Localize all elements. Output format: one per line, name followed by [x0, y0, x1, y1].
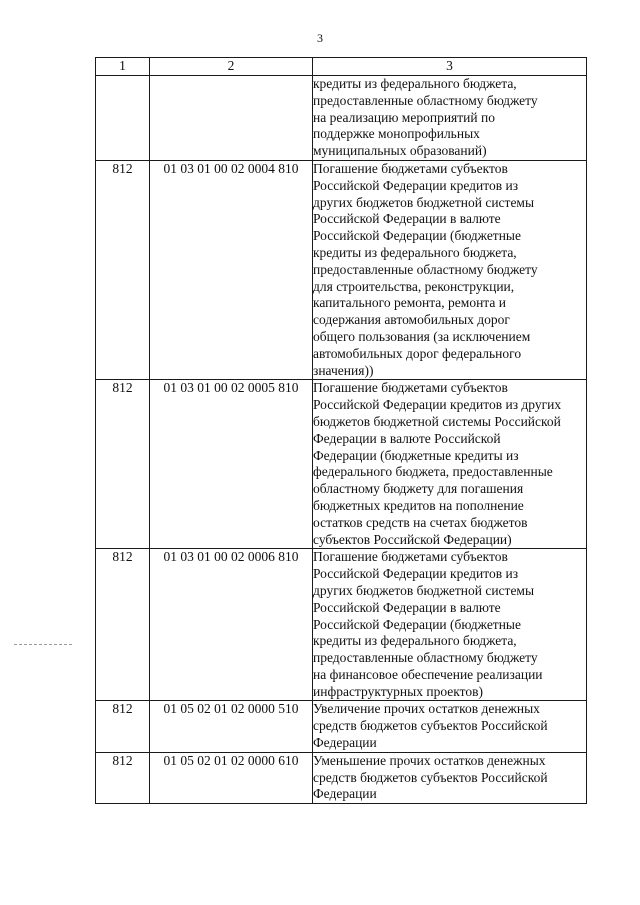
description-line: Российской Федерации (бюджетные [313, 228, 521, 244]
budget-code-cell: 01 03 01 00 02 0006 810 [150, 549, 313, 701]
description-line: средств бюджетов субъектов Российской [313, 769, 548, 785]
description-line: предоставленные областному бюджету [313, 92, 538, 108]
description-line: Российской Федерации кредитов из [313, 177, 519, 193]
description-line: Федерации [313, 786, 377, 802]
description-line: Российской Федерации в валюте [313, 211, 501, 227]
header-col-1: 1 [96, 58, 150, 76]
description-line: Российской Федерации кредитов из [313, 566, 519, 582]
description-line: областному бюджету для погашения [313, 481, 524, 497]
description-line: Федерации [313, 735, 377, 751]
description-line: инфраструктурных проектов) [313, 683, 483, 699]
description-line: кредиты из федерального бюджета, [313, 633, 517, 649]
description-line: общего пользования (за исключением [313, 328, 531, 344]
table-row [96, 380, 587, 549]
description-line: субъектов Российской Федерации) [313, 531, 512, 547]
admin-code-cell [96, 76, 150, 161]
table-row [96, 549, 587, 701]
table-row [96, 701, 587, 752]
description-line: поддержке монопрофильных [313, 126, 480, 142]
description-cell [313, 701, 587, 752]
description-line: значения)) [313, 362, 374, 378]
budget-code-cell: 01 03 01 00 02 0004 810 [150, 160, 313, 379]
description-line: Федерации в валюте Российской [313, 430, 501, 446]
description-line: капитального ремонта, ремонта и [313, 295, 506, 311]
description-line: на реализацию мероприятий по [313, 109, 495, 125]
description-line: Федерации (бюджетные кредиты из [313, 447, 519, 463]
description-line: бюджетов бюджетной системы Российской [313, 413, 561, 429]
description-line: бюджетных кредитов на пополнение [313, 497, 524, 513]
description-cell [313, 76, 587, 161]
description-line: муниципальных образований) [313, 143, 487, 159]
table-row [96, 76, 587, 161]
description-line: на финансовое обеспечение реализации [313, 666, 543, 682]
admin-code-cell: 812 [96, 752, 150, 803]
description-line: Российской Федерации (бюджетные [313, 616, 521, 632]
description-line: кредиты из федерального бюджета, [313, 244, 517, 260]
description-cell [313, 380, 587, 549]
description-line: средств бюджетов субъектов Российской [313, 718, 548, 734]
description-line: Российской Федерации кредитов из других [313, 397, 562, 413]
table-header-row [96, 58, 587, 76]
budget-code-cell: 01 05 02 01 02 0000 610 [150, 752, 313, 803]
description-line: Увеличение прочих остатков денежных [313, 701, 540, 717]
table-row [96, 160, 587, 379]
header-col-3: 3 [313, 58, 587, 76]
description-line: для строительства, реконструкции, [313, 278, 515, 294]
description-line: предоставленные областному бюджету [313, 650, 538, 666]
table-row [96, 752, 587, 803]
description-line: Погашение бюджетами субъектов [313, 380, 508, 396]
description-line: автомобильных дорог федерального [313, 345, 522, 361]
admin-code-cell: 812 [96, 160, 150, 379]
description-cell [313, 752, 587, 803]
description-line: кредиты из федерального бюджета, [313, 76, 517, 91]
header-col-2: 2 [150, 58, 313, 76]
margin-scan-mark [14, 644, 72, 645]
description-line: остатков средств на счетах бюджетов [313, 514, 528, 530]
description-line: Погашение бюджетами субъектов [313, 160, 508, 176]
description-cell [313, 160, 587, 379]
description-line: других бюджетов бюджетной системы [313, 194, 535, 210]
admin-code-cell: 812 [96, 549, 150, 701]
budget-code-cell [150, 76, 313, 161]
budget-code-cell: 01 03 01 00 02 0005 810 [150, 380, 313, 549]
budget-codes-table [95, 57, 587, 804]
description-line: Погашение бюджетами субъектов [313, 549, 508, 565]
table-body [96, 58, 587, 804]
page-number: 3 [317, 31, 323, 45]
description-line: федерального бюджета, предоставленные [313, 464, 553, 480]
description-line: Российской Федерации в валюте [313, 599, 501, 615]
admin-code-cell: 812 [96, 701, 150, 752]
admin-code-cell: 812 [96, 380, 150, 549]
description-line: содержания автомобильных дорог [313, 312, 510, 328]
description-line: предоставленные областному бюджету [313, 261, 538, 277]
description-cell [313, 549, 587, 701]
budget-code-cell: 01 05 02 01 02 0000 510 [150, 701, 313, 752]
description-line: Уменьшение прочих остатков денежных [313, 752, 546, 768]
description-line: других бюджетов бюджетной системы [313, 582, 535, 598]
